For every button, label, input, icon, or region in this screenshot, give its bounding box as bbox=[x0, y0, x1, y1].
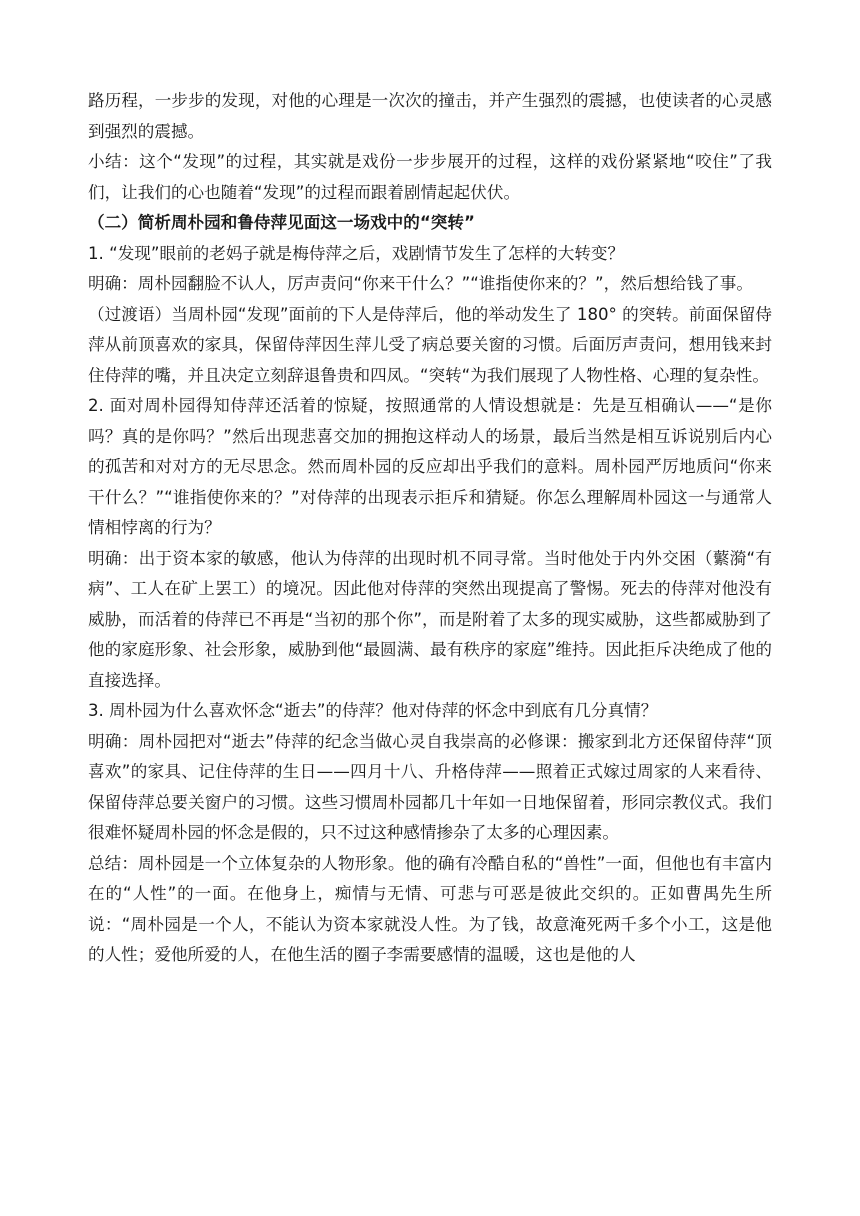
question-1: 1. “发现”眼前的老妈子就是梅侍萍之后，戏剧情节发生了怎样的大转变？ bbox=[88, 243, 625, 263]
question-2: 2. 面对周朴园得知侍萍还活着的惊疑，按照通常的人情设想就是：先是互相确认——“是你吗？真的是你吗？”然后出现悲喜交加的拥抱这样动人的场景，最后当然是相互诉说别后内心的孤苦和对对方的无尽思念。然而周朴园的反应却出乎我们的意料。周朴园严厉地质问“你来干什么？”“谁指使你来的？”对侍萍的出现表示拒斥和猜疑。你怎么理解周朴园这一与通常人情相悖离的行为？ bbox=[88, 396, 772, 537]
answer-3: 明确：周朴园把对“逝去”侍萍的纪念当做心灵自我崇高的必修课：搬家到北方还保留侍萍“顶喜欢”的家具、记住侍萍的生日——四月十八、升格侍萍——照着正式嫁过周家的人来看待、保留侍萍总要关窗户的习惯。这些习惯周朴园都几十年如一日地保留着，形同宗教仪式。我们很难怀疑周朴园的怀念是假的，只不过这种感情掺杂了太多的心理因素。 bbox=[88, 731, 772, 842]
paragraph-intro-continuation: 路历程，一步步的发现，对他的心理是一次次的撞击，并产生强烈的震撼，也使读者的心灵感到强烈的震撼。 bbox=[88, 91, 772, 141]
answer-1: 明确：周朴园翻脸不认人，厉声责问“你来干什么？”“谁指使你来的？”，然后想给钱了事。 bbox=[88, 274, 753, 293]
answer-2: 明确：出于资本家的敏感，他认为侍萍的出现时机不同寻常。当时他处于内外交困（蘩漪“有病”、工人在矿上罢工）的境况。因此他对侍萍的突然出现提高了警惕。死去的侍萍对他没有威胁，而活着的侍萍已不再是“当初的那个你”，而是附着了太多的现实威胁，这些都威胁到了他的家庭形象、社会形象，威胁到他“最圆满、最有秩序的家庭”维持。因此拒斥决绝成了他的直接选择。 bbox=[88, 548, 772, 690]
conclusion-paragraph: 总结：周朴园是一个立体复杂的人物形象。他的确有冷酷自私的“兽性”一面，但他也有丰富内在的“人性”的一面。在他身上，痴情与无情、可悲与可恶是彼此交织的。正如曹禺先生所说：“周朴园是一个人，不能认为资本家就没人性。为了钱，故意淹死两千多个小工，这是他的人性；爱他所爱的人，在他生活的圈子李需要感情的温暖，这也是他的人 bbox=[88, 853, 772, 964]
document-page bbox=[88, 86, 772, 971]
question-3: 3. 周朴园为什么喜欢怀念“逝去”的侍萍？他对侍萍的怀念中到底有几分真情？ bbox=[88, 701, 658, 720]
transition-paragraph: （过渡语）当周朴园“发现”面前的下人是侍萍后，他的举动发生了 180° 的突转。前面保留侍萍从前顶喜欢的家具，保留侍萍因生萍儿受了病总要关窗的习惯。后面厉声责问，想用钱来封住侍萍的嘴，并且决定立刻辞退鲁贵和四凤。“突转“为我们展现了人物性格、心理的复杂性。 bbox=[88, 304, 772, 385]
paragraph-summary: 小结：这个“发现”的过程，其实就是戏份一步步展开的过程，这样的戏份紧紧地“咬住”了我们，让我们的心也随着“发现”的过程而跟着剧情起起伏伏。 bbox=[88, 152, 772, 202]
section-heading: （二）简析周朴园和鲁侍萍见面这一场戏中的“突转” bbox=[88, 213, 475, 232]
